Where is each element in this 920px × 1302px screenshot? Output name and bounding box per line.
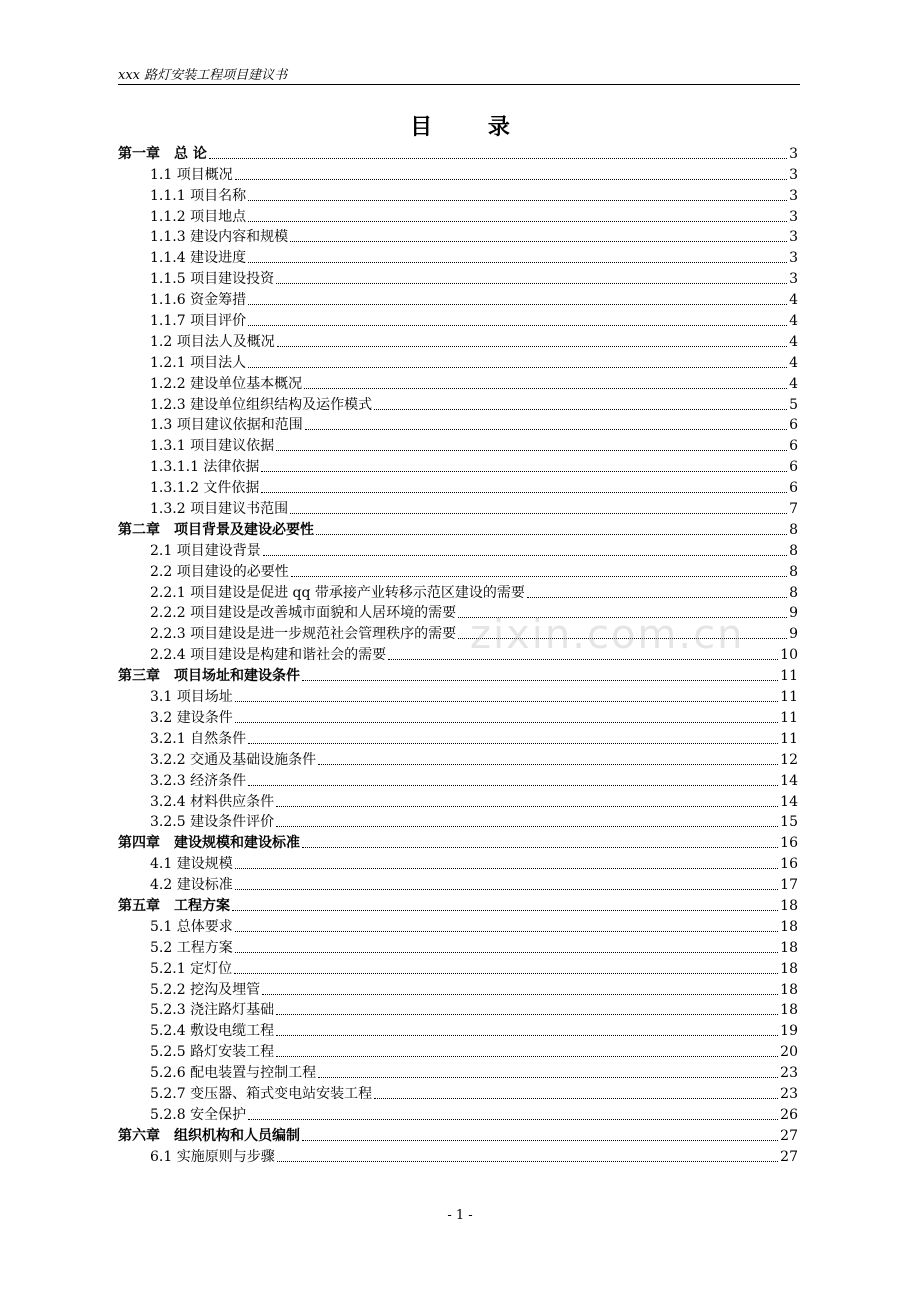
toc-entry-page: 18	[780, 939, 798, 956]
toc-entry-label: 2.2.1 项目建设是促进 qq 带承接产业转移示范区建设的需要	[150, 584, 525, 601]
toc-entry-page: 15	[780, 814, 798, 831]
toc-entry-label: 5.2.7 变压器、箱式变电站安装工程	[150, 1085, 373, 1102]
toc-entry[interactable]	[118, 205, 798, 226]
toc-dot-leader	[235, 952, 778, 953]
toc-entry-label: 1.1 项目概况	[150, 166, 233, 183]
toc-dot-leader	[232, 910, 778, 911]
toc-entry-label: 1.2.1 项目法人	[150, 354, 247, 371]
toc-entry[interactable]	[118, 309, 798, 330]
toc-dot-leader	[248, 262, 787, 263]
toc-entry-label: 2.2.4 项目建设是构建和谐社会的需要	[150, 647, 387, 664]
toc-dot-leader	[235, 179, 787, 180]
toc-dot-leader	[261, 492, 787, 493]
toc-entry-label: 4.2 建设标准	[150, 877, 233, 894]
toc-entry[interactable]	[118, 769, 798, 790]
toc-chapter[interactable]	[118, 664, 798, 685]
toc-entry[interactable]	[118, 476, 798, 497]
toc-entry-label: 1.1.3 建设内容和规模	[150, 229, 289, 246]
toc-entry-label: 第六章 组织机构和人员编制	[118, 1127, 300, 1144]
toc-entry-page: 11	[780, 689, 798, 706]
toc-entry-page: 6	[789, 417, 798, 434]
toc-dot-leader	[290, 513, 787, 514]
toc-dot-leader	[209, 158, 787, 159]
toc-entry-page: 8	[789, 584, 798, 601]
running-header: xxx 路灯安装工程项目建议书	[118, 68, 288, 83]
toc-dot-leader	[304, 388, 787, 389]
toc-entry[interactable]	[118, 560, 798, 581]
toc-entry-page: 8	[789, 542, 798, 559]
toc-dot-leader	[248, 1119, 778, 1120]
toc-entry-page: 11	[780, 668, 798, 685]
toc-entry-label: 5.2.5 路灯安装工程	[150, 1044, 275, 1061]
toc-dot-leader	[318, 1077, 778, 1078]
toc-entry[interactable]	[118, 811, 798, 832]
toc-dot-leader	[276, 450, 787, 451]
toc-entry[interactable]	[118, 1061, 798, 1082]
toc-dot-leader	[235, 722, 778, 723]
toc-dot-leader	[235, 931, 778, 932]
toc-entry-label: 第四章 建设规模和建设标准	[118, 835, 300, 852]
toc-entry[interactable]	[118, 727, 798, 748]
toc-entry-page: 8	[789, 563, 798, 580]
toc-entry-page: 18	[780, 918, 798, 935]
toc-entry-page: 3	[789, 145, 798, 162]
toc-entry-page: 9	[789, 626, 798, 643]
toc-dot-leader	[248, 221, 787, 222]
toc-entry[interactable]	[118, 748, 798, 769]
toc-entry[interactable]	[118, 1082, 798, 1103]
header-rule	[118, 84, 800, 85]
toc-entry[interactable]	[118, 330, 798, 351]
toc-dot-leader	[277, 1161, 778, 1162]
toc-dot-leader	[248, 325, 787, 326]
toc-dot-leader	[291, 576, 787, 577]
toc-entry-label: 1.1.7 项目评价	[150, 313, 247, 330]
toc-entry-label: 1.1.4 建设进度	[150, 250, 247, 267]
toc-entry[interactable]	[118, 978, 798, 999]
toc-entry-label: 3.2.4 材料供应条件	[150, 793, 275, 810]
toc-entry[interactable]	[118, 1040, 798, 1061]
toc-entry-label: 1.2.2 建设单位基本概况	[150, 375, 303, 392]
toc-entry[interactable]	[118, 351, 798, 372]
toc-entry-page: 7	[789, 501, 798, 518]
toc-dot-leader	[277, 346, 787, 347]
toc-entry[interactable]	[118, 936, 798, 957]
toc-dot-leader	[374, 1098, 778, 1099]
toc-entry-label: 1.3.1.2 文件依据	[150, 480, 260, 497]
toc-dot-leader	[235, 701, 778, 702]
toc-entry[interactable]	[118, 873, 798, 894]
toc-chapter[interactable]	[118, 894, 798, 915]
toc-dot-leader	[302, 1140, 778, 1141]
toc-entry-label: 5.2.8 安全保护	[150, 1106, 247, 1123]
toc-entry-page: 4	[789, 292, 798, 309]
toc-entry[interactable]	[118, 852, 798, 873]
toc-entry-page: 3	[789, 271, 798, 288]
toc-dot-leader	[262, 994, 778, 995]
toc-dot-leader	[305, 429, 787, 430]
toc-entry[interactable]	[118, 455, 798, 476]
toc-entry-label: 1.1.2 项目地点	[150, 208, 247, 225]
toc-entry-page: 8	[789, 521, 798, 538]
toc-entry[interactable]	[118, 1019, 798, 1040]
toc-chapter[interactable]	[118, 518, 798, 539]
toc-entry-label: 4.1 建设规模	[150, 856, 233, 873]
toc-entry-label: 第三章 项目场址和建设条件	[118, 668, 300, 685]
toc-entry[interactable]	[118, 1145, 798, 1166]
toc-entry-label: 1.1.6 资金筹措	[150, 292, 247, 309]
toc-dot-leader	[248, 367, 787, 368]
toc-entry-label: 5.2.6 配电装置与控制工程	[150, 1065, 317, 1082]
toc-entry-label: 1.3.1 项目建议依据	[150, 438, 275, 455]
toc-entry-page: 17	[780, 877, 798, 894]
toc-entry-page: 4	[789, 375, 798, 392]
toc-entry-page: 18	[780, 981, 798, 998]
toc-entry-label: 3.2 建设条件	[150, 709, 233, 726]
toc-entry-label: 3.2.3 经济条件	[150, 772, 247, 789]
toc-entry[interactable]	[118, 226, 798, 247]
toc-dot-leader	[276, 1014, 778, 1015]
toc-entry[interactable]	[118, 246, 798, 267]
watermark: zixin.com.cn	[470, 612, 745, 658]
toc-entry-page: 26	[780, 1106, 798, 1123]
toc-entry-page: 10	[780, 647, 798, 664]
toc-entry-label: 第二章 项目背景及建设必要性	[118, 521, 314, 538]
toc-entry-page: 3	[789, 250, 798, 267]
toc-entry-label: 5.2 工程方案	[150, 939, 233, 956]
toc-entry-page: 4	[789, 333, 798, 350]
page-title: 目 录	[410, 115, 534, 140]
toc-entry-page: 27	[780, 1127, 798, 1144]
toc-entry-page: 3	[789, 208, 798, 225]
toc-entry-label: 3.1 项目场址	[150, 689, 233, 706]
toc-entry-label: 1.2 项目法人及概况	[150, 333, 275, 350]
toc-dot-leader	[316, 534, 787, 535]
toc-entry-label: 1.3 项目建议依据和范围	[150, 417, 303, 434]
toc-entry[interactable]	[118, 163, 798, 184]
toc-entry-page: 16	[780, 856, 798, 873]
toc-chapter[interactable]	[118, 142, 798, 163]
toc-dot-leader	[248, 785, 778, 786]
toc-entry[interactable]	[118, 706, 798, 727]
toc-dot-leader	[235, 868, 778, 869]
toc-entry-page: 19	[780, 1023, 798, 1040]
toc-chapter[interactable]	[118, 831, 798, 852]
toc-entry-page: 6	[789, 480, 798, 497]
toc-dot-leader	[276, 1056, 778, 1057]
toc-entry-page: 14	[780, 793, 798, 810]
toc-entry-label: 2.1 项目建设背景	[150, 542, 261, 559]
toc-entry-page: 27	[780, 1148, 798, 1165]
toc-entry[interactable]	[118, 790, 798, 811]
toc-entry-label: 3.2.5 建设条件评价	[150, 814, 275, 831]
toc-entry-label: 1.3.1.1 法律依据	[150, 459, 260, 476]
toc-entry-label: 第一章 总 论	[118, 145, 207, 162]
toc-entry[interactable]	[118, 414, 798, 435]
toc-entry-page: 5	[789, 396, 798, 413]
toc-entry-label: 1.1.5 项目建设投资	[150, 271, 275, 288]
toc-entry-page: 11	[780, 709, 798, 726]
toc-entry-page: 4	[789, 313, 798, 330]
toc-entry[interactable]	[118, 1103, 798, 1124]
toc-chapter[interactable]	[118, 1124, 798, 1145]
toc-entry-page: 6	[789, 459, 798, 476]
toc-entry[interactable]	[118, 372, 798, 393]
toc-entry-label: 3.2.1 自然条件	[150, 730, 247, 747]
toc-entry-page: 20	[780, 1044, 798, 1061]
toc-entry-label: 3.2.2 交通及基础设施条件	[150, 751, 317, 768]
toc-entry-label: 5.1 总体要求	[150, 918, 233, 935]
toc-entry-page: 3	[789, 187, 798, 204]
toc-entry-label: 2.2 项目建设的必要性	[150, 563, 289, 580]
toc-entry-label: 第五章 工程方案	[118, 897, 230, 914]
toc-entry-label: 1.2.3 建设单位组织结构及运作模式	[150, 396, 373, 413]
toc-dot-leader	[276, 283, 787, 284]
toc-entry-page: 6	[789, 438, 798, 455]
toc-entry-label: 1.3.2 项目建议书范围	[150, 501, 289, 518]
toc-entry[interactable]	[118, 957, 798, 978]
toc-entry[interactable]	[118, 497, 798, 518]
toc-dot-leader	[261, 471, 787, 472]
toc-dot-leader	[234, 973, 778, 974]
toc-dot-leader	[276, 1035, 778, 1036]
toc-entry-page: 16	[780, 835, 798, 852]
toc-dot-leader	[248, 743, 778, 744]
toc-dot-leader	[290, 241, 787, 242]
toc-entry-page: 12	[780, 751, 798, 768]
toc-entry-label: 5.2.1 定灯位	[150, 960, 233, 977]
toc-entry-page: 11	[780, 730, 798, 747]
toc-dot-leader	[302, 680, 778, 681]
toc-entry-page: 23	[780, 1065, 798, 1082]
toc-entry-label: 2.2.2 项目建设是改善城市面貌和人居环境的需要	[150, 605, 457, 622]
page-number: - 1 -	[447, 1208, 473, 1223]
toc-dot-leader	[318, 764, 778, 765]
toc-entry-label: 6.1 实施原则与步骤	[150, 1148, 275, 1165]
toc-dot-leader	[302, 847, 778, 848]
toc-entry[interactable]	[118, 915, 798, 936]
toc-entry-page: 18	[780, 960, 798, 977]
toc-entry-page: 9	[789, 605, 798, 622]
toc-dot-leader	[527, 597, 787, 598]
toc-entry[interactable]	[118, 581, 798, 602]
toc-dot-leader	[248, 304, 787, 305]
toc-dot-leader	[263, 555, 787, 556]
toc-entry[interactable]	[118, 999, 798, 1020]
toc-entry-page: 14	[780, 772, 798, 789]
toc-entry-page: 18	[780, 1002, 798, 1019]
toc-dot-leader	[235, 889, 778, 890]
toc-dot-leader	[374, 409, 787, 410]
toc-entry-label: 5.2.2 挖沟及埋管	[150, 981, 261, 998]
toc-dot-leader	[276, 826, 778, 827]
toc-entry-page: 3	[789, 166, 798, 183]
toc-entry-page: 23	[780, 1085, 798, 1102]
toc-entry-label: 1.1.1 项目名称	[150, 187, 247, 204]
toc-entry[interactable]	[118, 434, 798, 455]
toc-dot-leader	[388, 659, 778, 660]
toc-dot-leader	[276, 806, 778, 807]
toc-entry[interactable]	[118, 685, 798, 706]
toc-entry[interactable]	[118, 288, 798, 309]
toc-entry-page: 4	[789, 354, 798, 371]
toc-entry[interactable]	[118, 539, 798, 560]
toc-entry-page: 3	[789, 229, 798, 246]
toc-entry[interactable]	[118, 393, 798, 414]
toc-entry-label: 2.2.3 项目建设是进一步规范社会管理秩序的需要	[150, 626, 457, 643]
toc-entry-label: 5.2.4 敷设电缆工程	[150, 1023, 275, 1040]
toc-entry-page: 18	[780, 897, 798, 914]
toc-entry[interactable]	[118, 267, 798, 288]
toc-dot-leader	[248, 200, 787, 201]
toc-entry[interactable]	[118, 184, 798, 205]
toc-entry-label: 5.2.3 浇注路灯基础	[150, 1002, 275, 1019]
